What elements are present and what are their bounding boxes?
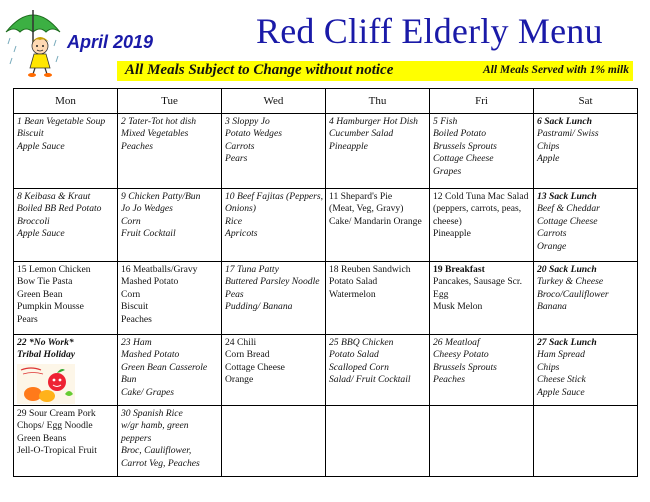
meal-item: Cheese Stick (537, 374, 586, 386)
meal-item: Biscuit (121, 301, 149, 313)
meal-item: Apple Sauce (537, 386, 585, 398)
meal-title: 8 Keibasa & Kraut (17, 191, 91, 202)
meal-item: Chips (537, 140, 560, 152)
day-cell-tue (118, 114, 222, 189)
meal-item: Mashed Potato (121, 276, 179, 288)
meal-item: Pineapple (329, 140, 368, 152)
meal-title: 20 Sack Lunch (537, 264, 597, 275)
day-cell-wed (222, 114, 326, 189)
meal-title: 29 Sour Cream Pork (17, 408, 96, 419)
day-cell-thu (326, 406, 430, 477)
meal-item: Brussels Sprouts (433, 361, 497, 373)
day-cell-mon (14, 406, 118, 477)
meal-title: 9 Chicken Patty/Bun (121, 191, 201, 202)
meal-item: Carrots (225, 140, 255, 152)
meal-item: Cottage Cheese (537, 215, 598, 227)
meal-title: 12 Cold Tuna Mac Salad (433, 191, 529, 202)
page-title: Red Cliff Elderly Menu (256, 11, 603, 51)
meal-item: Cheesy Potato (433, 349, 489, 361)
change-notice: All Meals Subject to Change without notice (125, 62, 394, 78)
day-header-tue: Tue (118, 89, 222, 114)
day-cell-mon (14, 189, 118, 262)
meal-item: cheese) (433, 215, 462, 227)
meal-item: Cake/ Grapes (121, 386, 175, 398)
meal-item: Pineapple (433, 228, 471, 240)
meal-item: Pastrami/ Swiss (537, 128, 599, 140)
meal-item: Mashed Potato (121, 349, 180, 361)
day-cell-sat (534, 189, 638, 262)
meal-item: Mixed Vegetables (121, 128, 189, 140)
meal-title: 11 Shepard's Pie (329, 191, 393, 202)
notice-banner (117, 61, 633, 81)
day-header-wed: Wed (222, 89, 326, 114)
meal-item: Jo Jo Wedges (121, 203, 173, 215)
meal-item: Scalloped Corn (329, 361, 389, 373)
meal-item: Potato Salad (329, 349, 379, 361)
meal-title: 27 Sack Lunch (537, 337, 597, 348)
meal-item: Potato Wedges (225, 128, 282, 140)
day-cell-thu (326, 114, 430, 189)
month-label: April 2019 (67, 32, 154, 52)
meal-title: 17 Tuna Patty (225, 264, 279, 275)
day-cell-tue (118, 262, 222, 335)
meal-item: Cottage Cheese (225, 361, 285, 373)
meal-item: Bow Tie Pasta (17, 276, 73, 288)
meal-item: Ham Spread (537, 349, 585, 361)
meal-item: Pears (17, 313, 38, 325)
meal-item: Fruit Cocktail (121, 228, 176, 240)
meal-title: 23 Ham (121, 337, 152, 348)
meal-item: Pancakes, Sausage Scr. (433, 276, 522, 288)
meal-title: 5 Fish (433, 116, 458, 127)
day-cell-sat (534, 114, 638, 189)
meal-title: 13 Sack Lunch (537, 191, 597, 202)
meal-item: Rice (225, 215, 243, 227)
meal-title: 4 Hamburger Hot Dish (329, 116, 418, 127)
meal-item: Broc, Cauliflower, (121, 445, 192, 457)
day-cell-fri (430, 262, 534, 335)
holiday-greeting-icon (17, 364, 75, 404)
meal-item: Carrots (537, 228, 567, 240)
week-row (14, 406, 638, 477)
day-cell-sat (534, 406, 638, 477)
meal-item: Onions) (225, 203, 256, 215)
meal-item: (peppers, carrots, peas, (433, 203, 522, 215)
meal-item: Chops/ Egg Noodle (17, 420, 93, 432)
day-header-mon: Mon (14, 89, 118, 114)
meal-title: 22 *No Work* (17, 337, 74, 348)
meal-item: peppers (121, 432, 152, 444)
meal-item: Corn (121, 288, 141, 300)
meal-item: Chips (537, 361, 560, 373)
meal-item: w/gr hamb, green (121, 420, 189, 432)
meal-title: 6 Sack Lunch (537, 116, 592, 127)
day-cell-mon (14, 262, 118, 335)
meal-item: Turkey & Cheese (537, 276, 604, 288)
day-cell-thu (326, 262, 430, 335)
meal-item: Apricots (225, 228, 258, 240)
day-cell-tue (118, 189, 222, 262)
meal-title: 18 Reuben Sandwich (329, 264, 411, 275)
meal-item: Carrot Veg, Peaches (121, 457, 200, 469)
meal-title: 26 Meatloaf (433, 337, 480, 348)
meal-item: Cucumber Salad (329, 128, 394, 140)
week-row (14, 189, 638, 262)
meal-title: 25 BBQ Chicken (329, 337, 394, 348)
meal-item: Boiled Potato (433, 128, 487, 140)
meal-item: Bun (121, 374, 137, 386)
meal-item: Jell-O-Tropical Fruit (17, 445, 97, 457)
meal-title: 19 Breakfast (433, 264, 485, 275)
day-cell-mon (14, 335, 118, 406)
meal-item: Banana (537, 301, 567, 313)
meal-item: Broco/Cauliflower (537, 288, 609, 300)
day-cell-wed (222, 335, 326, 406)
meal-item: Buttered Parsley Noodle (225, 276, 320, 288)
meal-item: Pudding/ Banana (225, 301, 293, 313)
meal-item: Pumpkin Mousse (17, 301, 84, 313)
day-cell-wed (222, 189, 326, 262)
meal-item: Corn (121, 215, 141, 227)
day-cell-wed (222, 262, 326, 335)
meal-item: Apple Sauce (17, 228, 65, 240)
meal-item: Boiled BB Red Potato (17, 203, 102, 215)
day-cell-mon (14, 114, 118, 189)
day-header-fri: Fri (430, 89, 534, 114)
meal-item: Pears (225, 153, 248, 165)
day-cell-sat (534, 262, 638, 335)
meal-title: 10 Beef Fajitas (Peppers, (225, 191, 324, 202)
meal-title: 30 Spanish Rice (121, 408, 183, 419)
meal-item: Orange (225, 374, 254, 386)
week-row (14, 114, 638, 189)
day-cell-fri (430, 189, 534, 262)
day-cell-fri (430, 335, 534, 406)
menu-calendar (13, 88, 638, 477)
meal-item: Orange (537, 240, 567, 252)
weekday-header-row (14, 89, 638, 114)
meal-item: Brussels Sprouts (433, 140, 497, 152)
menu-header (0, 0, 650, 86)
meal-item: Egg (433, 288, 449, 300)
day-cell-wed (222, 406, 326, 477)
day-cell-thu (326, 335, 430, 406)
day-cell-tue (118, 406, 222, 477)
meal-item: Peas (225, 288, 244, 300)
meal-item: Apple Sauce (17, 140, 65, 152)
meal-item: Cake/ Mandarin Orange (329, 215, 422, 227)
meal-item: Potato Salad (329, 276, 378, 288)
meal-item: Green Bean (17, 288, 63, 300)
day-cell-fri (430, 406, 534, 477)
meal-title: 3 Sloppy Jo (225, 116, 270, 127)
day-cell-tue (118, 335, 222, 406)
meal-item: Salad/ Fruit Cocktail (329, 374, 411, 386)
meal-item: Biscuit (17, 128, 44, 140)
meal-item: Apple (537, 153, 560, 165)
day-cell-sat (534, 335, 638, 406)
day-cell-thu (326, 189, 430, 262)
meal-item: Broccoli (17, 215, 50, 227)
meal-item: Green Beans (17, 432, 67, 444)
week-row (14, 262, 638, 335)
meal-item: Peaches (433, 374, 465, 386)
day-cell-fri (430, 114, 534, 189)
meal-title: 2 Tater-Tot hot dish (121, 116, 197, 127)
meal-item: Cottage Cheese (433, 153, 494, 165)
meal-item: Beef & Cheddar (537, 203, 600, 215)
meal-item: Watermelon (329, 288, 376, 300)
meal-item: Tribal Holiday (17, 349, 76, 361)
meal-item: (Meat, Veg, Gravy) (329, 203, 404, 215)
week-row (14, 335, 638, 406)
meal-item: Musk Melon (433, 301, 483, 313)
meal-title: 16 Meatballs/Gravy (121, 264, 198, 275)
meal-item: Grapes (433, 165, 462, 177)
meal-item: Peaches (121, 140, 153, 152)
day-header-sat: Sat (534, 89, 638, 114)
meal-item: Green Bean Casserole (121, 361, 208, 373)
umbrella-girl-icon (2, 2, 64, 78)
meal-title: 24 Chili (225, 337, 257, 348)
meal-title: 1 Bean Vegetable Soup (17, 116, 106, 127)
day-header-thu: Thu (326, 89, 430, 114)
meal-item: Peaches (121, 313, 152, 325)
meal-item: Corn Bread (225, 349, 270, 361)
milk-note: All Meals Served with 1% milk (483, 64, 629, 76)
meal-title: 15 Lemon Chicken (17, 264, 91, 275)
